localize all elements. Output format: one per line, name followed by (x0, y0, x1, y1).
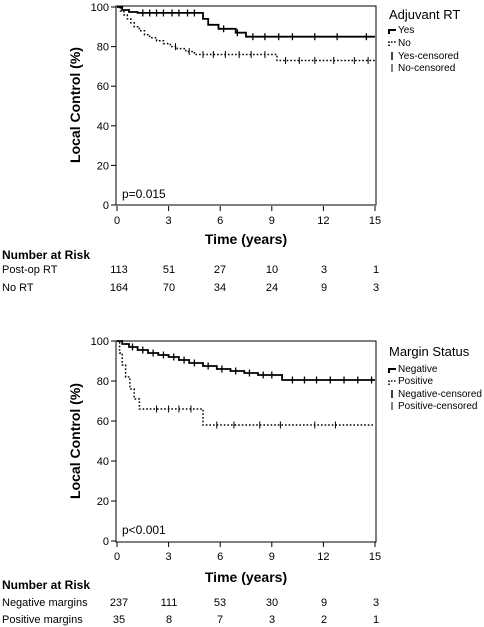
risk-value: 164 (109, 282, 129, 294)
legend-swatch-positive (389, 381, 396, 385)
x-tick-label: 3 (165, 215, 172, 227)
risk-values (110, 264, 379, 294)
legend-swatch-yes (389, 30, 396, 34)
legend-item-positive: Positive (398, 376, 434, 387)
x-tick-label: 0 (113, 215, 121, 227)
p-value-annotation: p<0.001 (122, 523, 166, 537)
legend-swatch-negative (389, 369, 396, 373)
legend (389, 344, 482, 412)
x-axis-label: Time (years) (204, 231, 288, 247)
y-tick-label: 80 (96, 41, 109, 54)
y-tick-label: 20 (96, 496, 109, 508)
legend-item-positive-censored: Positive-censored (398, 401, 478, 412)
chart-panel-adjuvant-rt (2, 2, 460, 294)
risk-row-label: Positive margins (2, 614, 83, 626)
risk-table (2, 248, 379, 294)
y-tick-label: 60 (96, 81, 109, 94)
x-axis-label: Time (years) (204, 569, 288, 585)
y-axis-label: Local Control (%) (67, 383, 83, 499)
risk-row-label: No RT (2, 282, 34, 294)
x-axis-ticks (114, 542, 381, 563)
survival-curve-yes (117, 7, 375, 37)
x-tick-label: 6 (217, 551, 224, 563)
risk-value: 111 (160, 597, 178, 609)
plot-frame (116, 341, 376, 542)
risk-table-header: Number at Risk (2, 578, 91, 592)
y-tick-label: 0 (102, 536, 109, 548)
risk-value: 113 (110, 264, 128, 276)
risk-value: 24 (265, 282, 279, 294)
y-axis-ticks (91, 336, 116, 548)
risk-values (110, 597, 379, 626)
x-tick-label: 12 (317, 551, 330, 563)
risk-row-label: Post-op RT (2, 264, 58, 276)
risk-value: 3 (372, 282, 380, 294)
risk-value: 2 (320, 614, 328, 626)
risk-value: 35 (112, 614, 126, 626)
risk-value: 10 (265, 264, 279, 276)
p-value-annotation: p=0.015 (122, 187, 166, 201)
risk-table (2, 578, 379, 626)
y-tick-label: 100 (90, 336, 109, 348)
legend-item-no-censored: No-censored (398, 63, 456, 74)
risk-value: 3 (268, 614, 276, 626)
legend-title: Adjuvant RT (389, 7, 461, 22)
legend-swatch-no (389, 42, 396, 46)
x-tick-label: 3 (165, 551, 172, 563)
risk-value: 1 (372, 614, 380, 626)
risk-value: 51 (162, 264, 176, 276)
y-tick-label: 40 (96, 456, 109, 468)
x-axis-ticks (114, 206, 381, 227)
legend-item-no: No (398, 38, 411, 49)
x-tick-label: 0 (113, 551, 121, 563)
legend-item-negative: Negative (398, 364, 438, 375)
x-tick-label: 15 (368, 551, 382, 563)
y-tick-label: 20 (96, 160, 109, 173)
y-tick-label: 40 (96, 120, 109, 133)
survival-curves (117, 341, 375, 429)
risk-value: 34 (213, 282, 227, 294)
legend-item-negative-censored: Negative-censored (398, 389, 482, 400)
x-tick-label: 9 (268, 551, 275, 563)
risk-table-header: Number at Risk (2, 248, 91, 262)
y-tick-label: 60 (96, 416, 109, 428)
risk-value: 3 (320, 264, 328, 276)
risk-value: 30 (265, 597, 279, 609)
risk-value: 7 (216, 614, 224, 626)
y-axis-ticks (91, 2, 116, 212)
survival-curve-negative (117, 341, 375, 380)
risk-row-label: Negative margins (2, 597, 88, 609)
risk-value: 53 (213, 597, 227, 609)
x-tick-label: 15 (368, 215, 382, 227)
legend-title: Margin Status (389, 344, 470, 359)
risk-value: 3 (372, 597, 380, 609)
y-tick-label: 0 (102, 200, 109, 212)
risk-value: 8 (165, 614, 173, 626)
risk-value: 237 (109, 597, 129, 609)
legend-item-yes: Yes (398, 25, 415, 36)
x-tick-label: 12 (317, 215, 330, 227)
x-tick-label: 6 (217, 215, 224, 227)
risk-value: 27 (213, 264, 227, 276)
y-axis-label: Local Control (%) (67, 47, 83, 163)
risk-value: 1 (372, 264, 380, 276)
survival-curves (117, 7, 375, 64)
chart-panel-margin-status (2, 336, 482, 626)
y-tick-label: 80 (96, 376, 109, 388)
x-tick-label: 9 (268, 215, 275, 227)
legend (389, 7, 460, 74)
risk-value: 70 (162, 282, 176, 294)
risk-value: 9 (320, 282, 328, 294)
y-tick-label: 100 (90, 2, 109, 14)
risk-value: 9 (320, 597, 328, 609)
legend-item-yes-censored: Yes-censored (398, 51, 459, 62)
